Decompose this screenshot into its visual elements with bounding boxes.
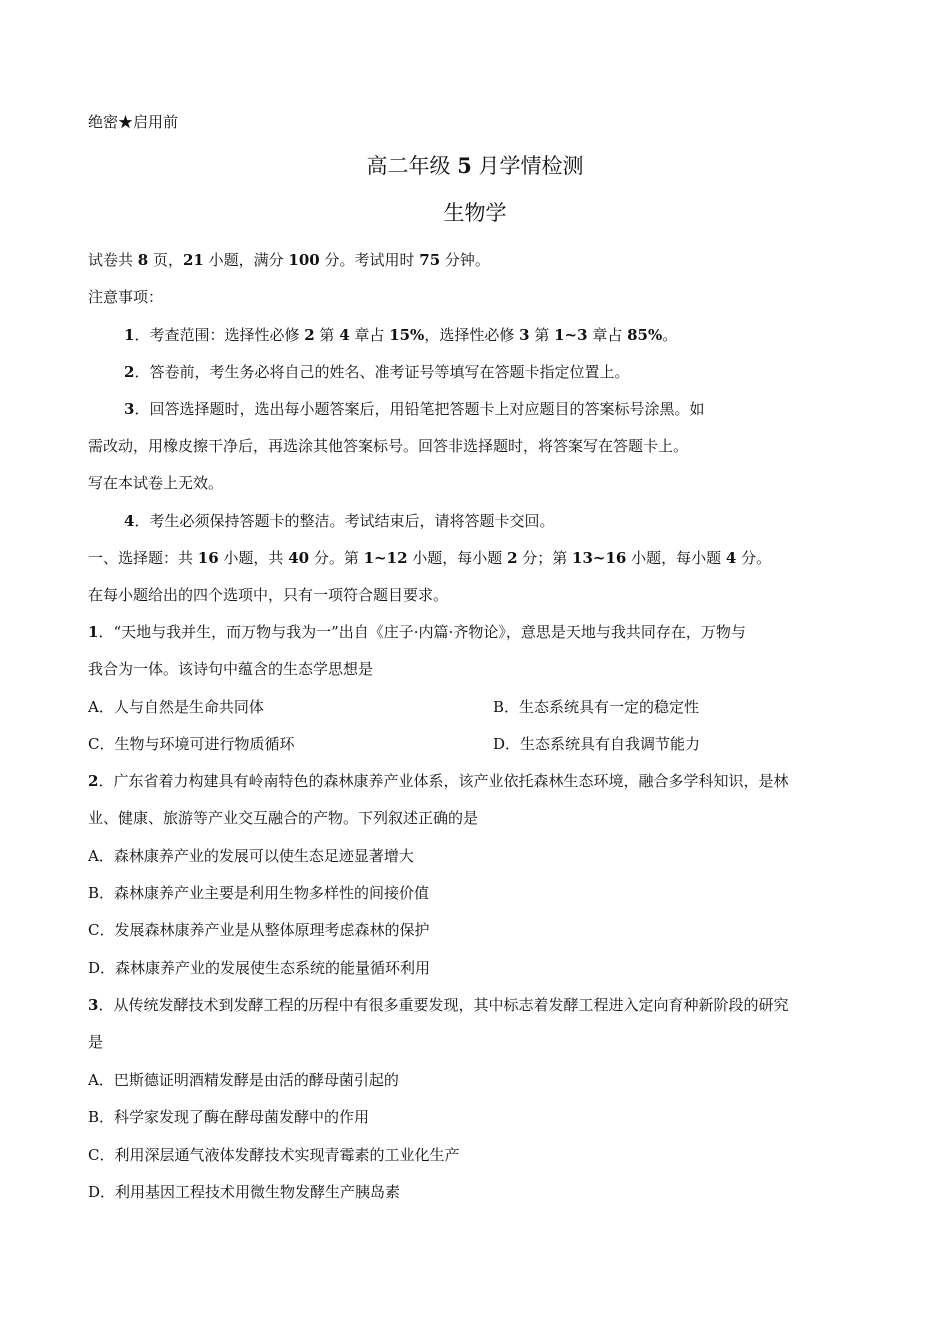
section-heading: 一、选择题：共 16 小题，共 40 分。第 1~12 小题，每小题 2 分；第 13~16 小题，每小题 4 分。 bbox=[88, 549, 772, 567]
question-2-stem: 业、健康、旅游等产业交互融合的产物。下列叙述正确的是 bbox=[88, 809, 479, 827]
notice-item: 4．考生必须保持答题卡的整洁。考试结束后，请将答题卡交回。 bbox=[124, 512, 555, 530]
notice-item: 3．回答选择题时，选出每小题答案后，用铅笔把答题卡上对应题目的答案标号涂黑。如 bbox=[124, 400, 705, 418]
confidential-label: 绝密★启用前 bbox=[88, 113, 179, 131]
subject-title: 生物学 bbox=[443, 201, 507, 225]
notice-item: 写在本试卷上无效。 bbox=[88, 474, 224, 492]
question-2-option-d: D．森林康养产业的发展使生态系统的能量循环利用 bbox=[88, 959, 431, 977]
section-instruction: 在每小题给出的四个选项中，只有一项符合题目要求。 bbox=[88, 586, 449, 604]
notice-item: 1．考查范围：选择性必修 2 第 4 章占 15%，选择性必修 3 第 1~3 章占 85%。 bbox=[124, 326, 678, 344]
question-3-option-a: A．巴斯德证明酒精发酵是由活的酵母菌引起的 bbox=[88, 1071, 399, 1089]
question-3-option-c: C．利用深层通气液体发酵技术实现青霉素的工业化生产 bbox=[88, 1146, 460, 1164]
question-1-option-c: C．生物与环境可进行物质循环 bbox=[88, 735, 295, 753]
notice-heading: 注意事项： bbox=[88, 288, 164, 306]
question-2-option-a: A．森林康养产业的发展可以使生态足迹显著增大 bbox=[88, 847, 414, 865]
question-1-option-a: A．人与自然是生命共同体 bbox=[88, 698, 264, 716]
exam-title: 高二年级 5 月学情检测 bbox=[366, 153, 584, 178]
notice-item: 需改动，用橡皮擦干净后，再选涂其他答案标号。回答非选择题时，将答案写在答题卡上。 bbox=[88, 437, 689, 455]
notice-item: 2．答卷前，考生务必将自己的姓名、准考证号等填写在答题卡指定位置上。 bbox=[124, 363, 630, 381]
question-3-stem: 是 bbox=[88, 1033, 104, 1051]
question-2-stem: 2．广东省着力构建具有岭南特色的森林康养产业体系，该产业依托森林生态环境，融合多学科知识，是林 bbox=[88, 772, 789, 790]
question-1-stem: 1．“天地与我并生，而万物与我为一”出自《庄子·内篇·齐物论》，意思是天地与我共同存在，万物与 bbox=[88, 623, 746, 641]
exam-info: 试卷共 8 页，21 小题，满分 100 分。考试用时 75 分钟。 bbox=[88, 251, 490, 269]
question-2-option-b: B．森林康养产业主要是利用生物多样性的间接价值 bbox=[88, 884, 430, 902]
question-3-stem: 3．从传统发酵技术到发酵工程的历程中有很多重要发现，其中标志着发酵工程进入定向育种新阶段的研究 bbox=[88, 996, 789, 1014]
question-2-option-c: C．发展森林康养产业是从整体原理考虑森林的保护 bbox=[88, 921, 430, 939]
question-1-stem: 我合为一体。该诗句中蕴含的生态学思想是 bbox=[88, 660, 374, 678]
question-3-option-b: B．科学家发现了酶在酵母菌发酵中的作用 bbox=[88, 1108, 370, 1126]
question-1-option-b: B．生态系统具有一定的稳定性 bbox=[493, 698, 700, 716]
question-3-option-d: D．利用基因工程技术用微生物发酵生产胰岛素 bbox=[88, 1183, 401, 1201]
question-1-option-d: D．生态系统具有自我调节能力 bbox=[493, 735, 701, 753]
